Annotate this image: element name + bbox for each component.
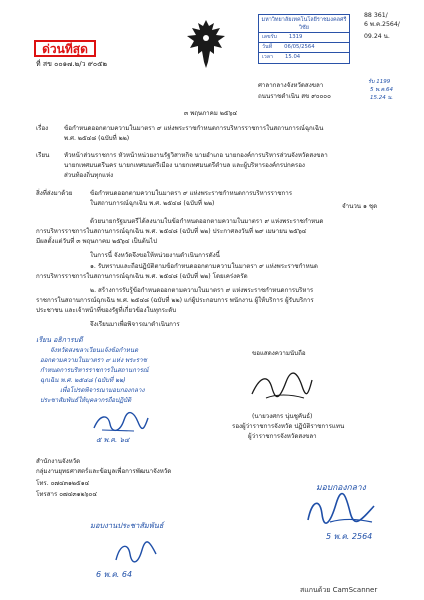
salutation: ขอแสดงความนับถือ	[252, 350, 306, 357]
urgent-label: ด่วนที่สุด	[34, 40, 96, 57]
body-item2-line2: ราชการในสถานการณ์ฉุกเฉิน พ.ศ. ๒๕๔๘ (ฉบับที่ ๒๒) แก่ผู้ประกอบการ พนักงาน ผู้ให้บริการ ผู้รับบริการ	[36, 297, 314, 304]
recipient-line2: นายกเทศมนตรีนคร นายกเทศมนตรีเมือง นายกเทศมนตรีตำบล และผู้บริหารองค์กรปกครอง	[64, 162, 305, 169]
signatory-position1: รองผู้ว่าราชการจังหวัด ปฏิบัติราชการแทน	[232, 423, 345, 430]
handwritten-note-line3: ออกตามความในมาตรา ๙ แห่ง พระราช	[40, 357, 147, 364]
sender-address-line2: ถนนราชดำเนิน สข ๙๐๐๐๐	[258, 93, 331, 100]
body-paragraph1-line3: มีผลตั้งแต่วันที่ ๓ พฤษภาคม ๒๕๖๔ เป็นต้นไป	[36, 238, 158, 245]
document-number: ที่ สข ๐๐๑๗.๒/ว ๙๐๕๒	[36, 60, 108, 68]
document-date: ๓ พฤษภาคม ๒๕๖๔	[184, 110, 238, 117]
handwritten-note-signature-icon	[90, 410, 150, 434]
bottom-signature-icon	[110, 538, 160, 566]
body-paragraph2: ในการนี้ จังหวัดจึงขอให้หน่วยงานดำเนินการดังนี้	[90, 252, 220, 259]
corner-note-time: 09.24 น.	[364, 33, 390, 40]
stamp-row-time: เวลา 15.04	[262, 54, 301, 60]
body-paragraph1-line1: ด้วยนายกรัฐมนตรีได้ลงนามในข้อกำหนดออกตามความในมาตรา ๙ แห่งพระราชกำหนด	[90, 218, 324, 225]
office-telephone: โทร. ๐๗๔๓๑๒๕๑๔	[36, 480, 90, 487]
body-item1-line2: การบริหารราชการในสถานการณ์ฉุกเฉิน พ.ศ. ๒๕๔๘ (ฉบับที่ ๒๒) โดยเคร่งครัด	[36, 273, 248, 280]
garuda-emblem-icon	[184, 18, 228, 70]
signatory-name: (นายวงศกร นุ่นชูคันธ์)	[252, 413, 313, 420]
office-division: กลุ่มงานยุทธศาสตร์และข้อมูลเพื่อการพัฒนาจังหวัด	[36, 468, 172, 475]
office-name: สำนักงานจังหวัด	[36, 458, 81, 465]
body-paragraph1-line2: การบริหารราชการในสถานการณ์ฉุกเฉิน พ.ศ. ๒๕๔๘ (ฉบับที่ ๒๒) ประกาศลงวันที่ ๒๙ เมษายน ๒๕๖๔	[36, 228, 307, 235]
attachment-quantity: จำนวน ๑ ชุด	[342, 203, 378, 210]
stamp-row-number: เลขรับ 1319	[259, 33, 349, 43]
body-item1-line1: ๑. รับทราบและถือปฏิบัติตามข้อกำหนดออกตามความในมาตรา ๙ แห่งพระราชกำหนด	[90, 263, 318, 270]
scanner-footer: สแกนด้วย CamScanner	[300, 586, 378, 594]
handwritten-bottom-date: 6 พ.ค. 64	[96, 570, 133, 579]
recipient-label: เรียน	[36, 152, 50, 159]
office-fax: โทรสาร ๐๗๔๓๑๒๖๐๔	[36, 491, 98, 498]
attachment-line2: ในสถานการณ์ฉุกเฉิน พ.ศ. ๒๕๔๘ (ฉบับที่ ๒๒)	[90, 200, 215, 207]
official-signature-icon	[246, 368, 316, 404]
handwritten-note-date: ๕ พ.ค. ๖๔	[96, 436, 130, 444]
signatory-position2: ผู้ว่าราชการจังหวัดสงขลา	[248, 433, 317, 440]
subject-line1: ข้อกำหนดออกตามความในมาตรา ๙ แห่งพระราชกำหนดการบริหารราชการในสถานการณ์ฉุกเฉิน	[64, 125, 324, 132]
receipt-side-time: 15.24 น.	[370, 95, 394, 101]
handwritten-note-line4: กำหนดการบริหารราชการในสถานการณ์	[40, 367, 149, 374]
stamp-row-date: วันที่ 06/05/2564	[259, 43, 349, 53]
handwritten-note-line5: ฉุกเฉิน พ.ศ. ๒๕๔๘ (ฉบับที่ ๒๒)	[40, 377, 126, 384]
receipt-stamp	[258, 14, 350, 64]
attachment-line1: ข้อกำหนดออกตามความในมาตรา ๙ แห่งพระราชกำหนดการบริหารราชการ	[90, 190, 293, 197]
handwritten-note-line6: เพื่อโปรดพิจารณามอบกองกลาง	[60, 387, 145, 394]
assign-signature-icon	[300, 492, 380, 528]
receipt-side-number: รับ 1199	[368, 79, 391, 85]
corner-note-line1: 88 361/	[364, 12, 388, 19]
stamp-title: มหาวิทยาลัยเทคโนโลยีราชมงคลศรีวิชัย	[259, 15, 349, 33]
handwritten-assign-date: 5 พ.ค. 2564	[326, 532, 373, 541]
recipient-line3: ส่วนท้องถิ่นทุกแห่ง	[64, 172, 114, 179]
handwritten-note-line1: เรียน อธิการบดี	[36, 336, 83, 344]
attachment-label: สิ่งที่ส่งมาด้วย	[36, 190, 73, 197]
handwritten-note-line7: ประชาสัมพันธ์ให้บุคลากรถือปฏิบัติ	[40, 397, 132, 404]
subject-line2: พ.ศ. ๒๕๔๘ (ฉบับที่ ๒๒)	[64, 135, 130, 142]
corner-note-line2: 6 พ.ค.2564/	[364, 21, 400, 28]
handwritten-assign-line1: มอบกองกลาง	[316, 483, 366, 493]
body-item2-line1: ๒. สร้างการรับรู้ข้อกำหนดออกตามความในมาตรา ๙ แห่งพระราชกำหนดการบริหาร	[90, 287, 314, 294]
recipient-line1: หัวหน้าส่วนราชการ หัวหน้าหน่วยงานรัฐวิสาหกิจ นายอำเภอ นายกองค์การบริหารส่วนจังหวัดสงขลา	[64, 152, 328, 159]
closing-request: จึงเรียนมาเพื่อพิจารณาดำเนินการ	[90, 321, 180, 328]
body-item2-line3: ประชาชน และเจ้าหน้าที่ของรัฐที่เกี่ยวข้องในทุกระดับ	[36, 307, 177, 314]
sender-address-line1: ศาลากลางจังหวัดสงขลา	[258, 82, 324, 89]
subject-label: เรื่อง	[36, 125, 49, 132]
receipt-side-date: 5 พ.ค.64	[370, 87, 394, 93]
handwritten-bottom-line1: มอบงานประชาสัมพันธ์	[90, 521, 164, 530]
handwritten-note-line2: จังหวัดสงขลาเวียนแจ้งข้อกำหนด	[50, 347, 139, 354]
